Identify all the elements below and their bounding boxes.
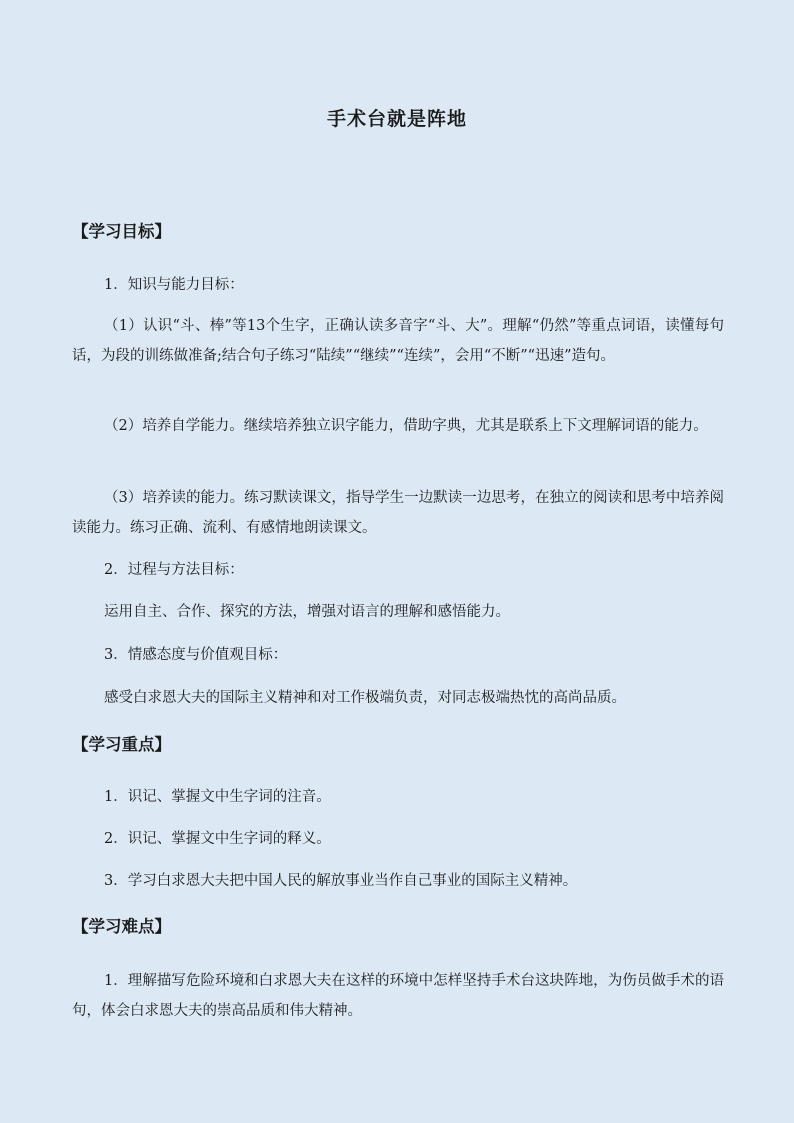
goals-item-1-3: （3）培养读的能力。练习默读课文，指导学生一边默读一边思考，在独立的阅读和思考中培养阅读能力。练习正确、流利、有感情地朗读课文。 [72,490,724,536]
difficulty-item-1: 1．理解描写危险环境和白求恩大夫在这样的环境中怎样坚持手术台这块阵地，为伤员做手术的语句，体会白求恩大夫的崇高品质和伟大精神。 [72,973,724,1019]
document-title: 手术台就是阵地 [326,108,467,130]
goals-item-2: 2．过程与方法目标： [104,562,244,578]
goals-item-1: 1．知识与能力目标： [104,277,244,293]
focus-item-3: 3．学习白求恩大夫把中国人民的解放事业当作自己事业的国际主义精神。 [104,873,578,889]
section-heading-focus: 【学习重点】 [72,735,171,754]
goals-item-1-1: （1）认识“斗、棒”等13个生字，正确认读多音字“斗、大”。理解“仍然”等重点词语，读懂每句话，为段的训练做准备;结合句子练习“陆续”“继续”“连续”，会用“不断”“迅速”造句。 [72,318,724,364]
section-heading-goals: 【学习目标】 [72,222,171,241]
goals-item-2-text: 运用自主、合作、探究的方法，增强对语言的理解和感悟能力。 [104,604,510,620]
goals-item-3-text: 感受白求恩大夫的国际主义精神和对工作极端负责，对同志极端热忱的高尚品质。 [104,690,626,706]
focus-item-2: 2．识记、掌握文中生字词的释义。 [104,831,331,847]
section-heading-difficulty: 【学习难点】 [72,917,171,936]
goals-item-3: 3．情感态度与价值观目标： [104,647,288,663]
goals-item-1-2: （2）培养自学能力。继续培养独立识字能力，借助字典，尤其是联系上下文理解词语的能力。 [104,418,708,434]
focus-item-1: 1．识记、掌握文中生字词的注音。 [104,789,331,805]
